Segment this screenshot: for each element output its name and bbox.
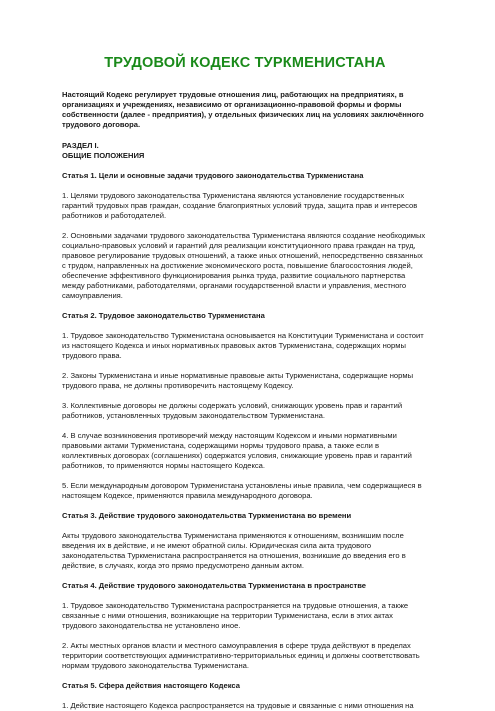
- article-heading: Статья 3. Действие трудового законодательства Туркменистана во времени: [62, 511, 352, 520]
- article-heading: Статья 1. Цели и основные задачи трудового законодательства Туркменистана: [62, 171, 364, 180]
- article-paragraph: 5. Если международным договором Туркменистана установлены иные правила, чем содержащиеся в настоящем Кодексе, применяются правила международного договора.: [62, 481, 422, 500]
- preamble: Настоящий Кодекс регулирует трудовые отношения лиц, работающих на предприятиях, в организациях и учреждениях, независимо от организационно-правовой формы и формы собственности (далее - предприятия), у отдельных физических лиц на условиях заключённого трудового договора.: [62, 90, 424, 129]
- article-heading: Статья 5. Сфера действия настоящего Кодекса: [62, 681, 240, 690]
- part-number: РАЗДЕЛ I.: [62, 141, 99, 150]
- article-paragraph: 1. Целями трудового законодательства Туркменистана являются установление государственных гарантий трудовых прав граждан, создание благоприятных условий труда, защита прав и интересов работников и работодателей.: [62, 191, 418, 220]
- article-paragraph: 2. Основными задачами трудового законодательства Туркменистана являются создание необходимых социально-правовых условий и гарантий для реализации конституционного права граждан на труд, правовое регулирование трудовых отношений, а также иных отношений, непосредственно связанных с трудом, направленных на достижение экономического роста, повышение благосостояния людей, обеспечение эффективного функционирования рынка труда, развитие социального партнерства между работниками, работодателями, органами государственной власти и управления, местного самоуправления.: [62, 231, 426, 300]
- article-paragraph: 3. Коллективные договоры не должны содержать условий, снижающих уровень прав и гарантий работников, установленных трудовым законодательством Туркменистана.: [62, 401, 403, 420]
- article-heading: Статья 2. Трудовое законодательство Туркменистана: [62, 311, 265, 320]
- article-paragraph: 2. Акты местных органов власти и местного самоуправления в сфере труда действуют в пределах территории соответствующих административно-территориальных единиц и должны соответствовать нормам трудового законодательства Туркменистана.: [62, 641, 420, 670]
- document-body: [62, 0, 428, 711]
- article-paragraph: 1. Трудовое законодательство Туркменистана основывается на Конституции Туркменистана и состоит из настоящего Кодекса и иных нормативных правовых актов Туркменистана, содержащих нормы трудового права.: [62, 331, 424, 360]
- part-heading: [62, 141, 428, 161]
- article-paragraph: 4. В случае возникновения противоречий между настоящим Кодексом и иными нормативными правовыми актами Туркменистана, содержащими нормы трудового права, а также если в коллективных договорах (соглашениях) содержатся условия, снижающие уровень прав и гарантий работников, то применяются нормы настоящего Кодекса.: [62, 431, 412, 470]
- article-paragraph: 1. Действие настоящего Кодекса распространяется на трудовые и связанные с ними отношения на: [62, 701, 414, 710]
- part-title: ОБЩИЕ ПОЛОЖЕНИЯ: [62, 151, 145, 160]
- article-paragraph: Акты трудового законодательства Туркменистана применяются к отношениям, возникшим после введения их в действие, и не имеют обратной силы. Юридическая сила акта трудового законодательства Туркменистана распространяется на отношения, возникшие до введения его в действие, в случаях, когда это прямо предусмотрено данным актом.: [62, 531, 406, 570]
- document-title: ТРУДОВОЙ КОДЕКС ТУРКМЕНИСТАНА: [104, 55, 386, 71]
- article-paragraph: 2. Законы Туркменистана и иные нормативные правовые акты Туркменистана, содержащие нормы трудового права, не должны противоречить настоящему Кодексу.: [62, 371, 414, 390]
- article-heading: Статья 4. Действие трудового законодательства Туркменистана в пространстве: [62, 581, 367, 590]
- article-paragraph: 1. Трудовое законодательство Туркменистана распространяется на трудовые отношения, а также связанные с ними отношения, возникающие на территории Туркменистана, если в этих актах трудового законодательства не установлено иное.: [62, 601, 409, 630]
